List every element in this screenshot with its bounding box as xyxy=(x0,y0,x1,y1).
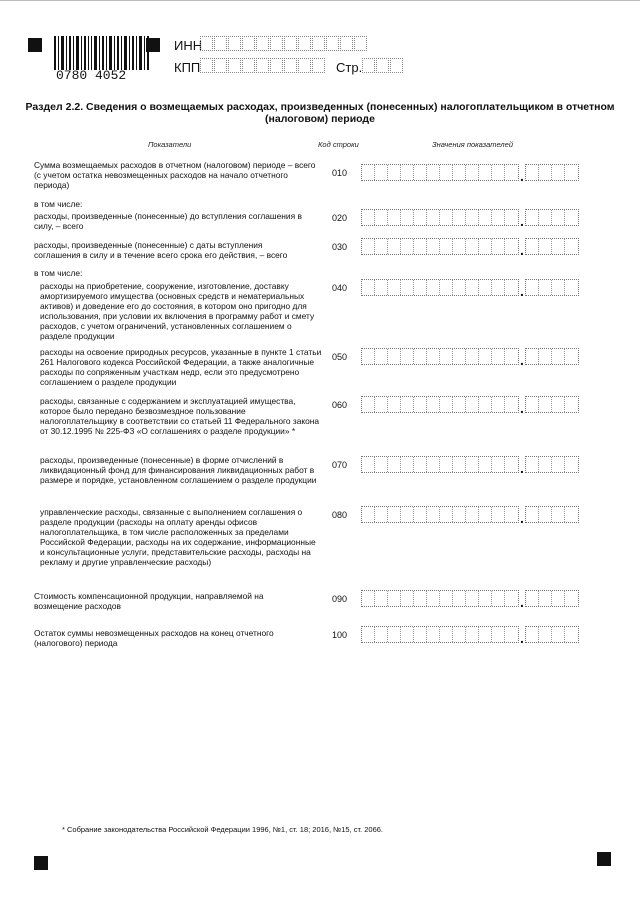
value-input-090[interactable]: . xyxy=(361,590,579,607)
row-code-070: 070 xyxy=(332,460,348,470)
value-input-030[interactable]: . xyxy=(361,238,579,255)
row-code-090: 090 xyxy=(332,594,348,604)
barcode-image xyxy=(54,34,150,72)
row-code-040: 040 xyxy=(332,283,348,293)
barcode-number: 0780 4052 xyxy=(56,68,127,83)
row-text-080: управленческие расходы, связанные с выполнением соглашения о разделе продукции (расходы на оплату аренды офисов налогоплательщика, в том числе расположенных за пределами Российской Федерации, расходы на их содержание, информационные и консультационные услуги, представительские расходы, расходы на рекламу и другие управленческие расходы) xyxy=(40,507,316,567)
row-text-050: расходы на освоение природных ресурсов, указанные в пункте 1 статьи 261 Налогового кодекса Российской Федерации, а также аналогичные расходы по сопряженным участкам недр, если это предусмотрено соглашением о разделе продукции xyxy=(40,347,322,387)
page-number-cells[interactable] xyxy=(362,58,404,73)
page-label: Стр. xyxy=(336,60,363,75)
footnote: * Собрание законодательства Российской Федерации 1996, №1, ст. 18; 2016, №15, ст. 2066. xyxy=(62,825,383,834)
row-code-080: 080 xyxy=(332,510,348,520)
value-input-080[interactable]: . xyxy=(361,506,579,523)
row-code-100: 100 xyxy=(332,630,348,640)
row-code-010: 010 xyxy=(332,168,348,178)
row-text-100: Остаток суммы невозмещенных расходов на конец отчетного (налогового) периода xyxy=(34,628,274,648)
row-text-060: расходы, связанные с содержанием и эксплуатацией имущества, которое было передано безвозмездное пользование налогоплательщику в соответствии со статьей 11 Федерального закона от 30.12.1995 № 225-ФЗ «О соглашениях о разделе продукции» * xyxy=(40,396,320,436)
row-code-020: 020 xyxy=(332,213,348,223)
value-input-070[interactable]: . xyxy=(361,456,579,473)
value-input-060[interactable]: . xyxy=(361,396,579,413)
value-input-100[interactable]: . xyxy=(361,626,579,643)
kpp-label: КПП xyxy=(174,60,201,75)
value-input-050[interactable]: . xyxy=(361,348,579,365)
inn-label: ИНН xyxy=(174,38,203,53)
top-rule xyxy=(0,0,640,1)
kpp-cells[interactable] xyxy=(200,58,326,73)
row-text-040: расходы на приобретение, сооружение, изготовление, доставку амортизируемого имущества (основных средств и нематериальных активов) и доведение его до состояния, в котором оно пригодно для использования, при условии их включения в программу работ и смету расходов, с учетом ограничений, установленных соглашением о разделе продукции xyxy=(40,281,315,341)
value-input-010[interactable]: . xyxy=(361,164,579,181)
column-header-indicators: Показатели xyxy=(148,140,192,149)
row-text-020: расходы, произведенные (понесенные) до вступления соглашения в силу, – всего xyxy=(34,211,302,231)
row-code-060: 060 xyxy=(332,400,348,410)
inn-cells[interactable] xyxy=(200,36,368,51)
registration-marker-bottom-left xyxy=(34,856,48,870)
section-title: Раздел 2.2. Сведения о возмещаемых расходах, произведенных (понесенных) налогоплательщиком в отчетном (налоговом) периоде xyxy=(25,101,615,125)
row-text-in-that-number-2: в том числе: xyxy=(34,268,83,278)
column-header-values: Значения показателей xyxy=(432,140,514,149)
row-text-010: Сумма возмещаемых расходов в отчетном (налоговом) периоде – всего (с учетом остатка невозмещенных расходов на начало отчетного периода) xyxy=(34,160,316,190)
value-input-020[interactable]: . xyxy=(361,209,579,226)
row-text-090: Стоимость компенсационной продукции, направляемой на возмещение расходов xyxy=(34,591,264,611)
row-text-070: расходы, произведенные (понесенные) в форме отчислений в ликвидационный фонд для финансирования ликвидационных работ в размере и порядке, установленном соглашением о разделе продукции xyxy=(40,455,317,485)
row-text-in-that-number: в том числе: xyxy=(34,199,83,209)
row-code-050: 050 xyxy=(332,352,348,362)
row-text-030: расходы, произведенные (понесенные) с даты вступления соглашения в силу и в течение всего срока его действия, – всего xyxy=(34,240,288,260)
registration-marker-top-left xyxy=(28,38,42,52)
column-header-line-code: Код строки xyxy=(318,140,359,149)
row-code-030: 030 xyxy=(332,242,348,252)
registration-marker-bottom-right xyxy=(597,852,611,866)
value-input-040[interactable]: . xyxy=(361,279,579,296)
